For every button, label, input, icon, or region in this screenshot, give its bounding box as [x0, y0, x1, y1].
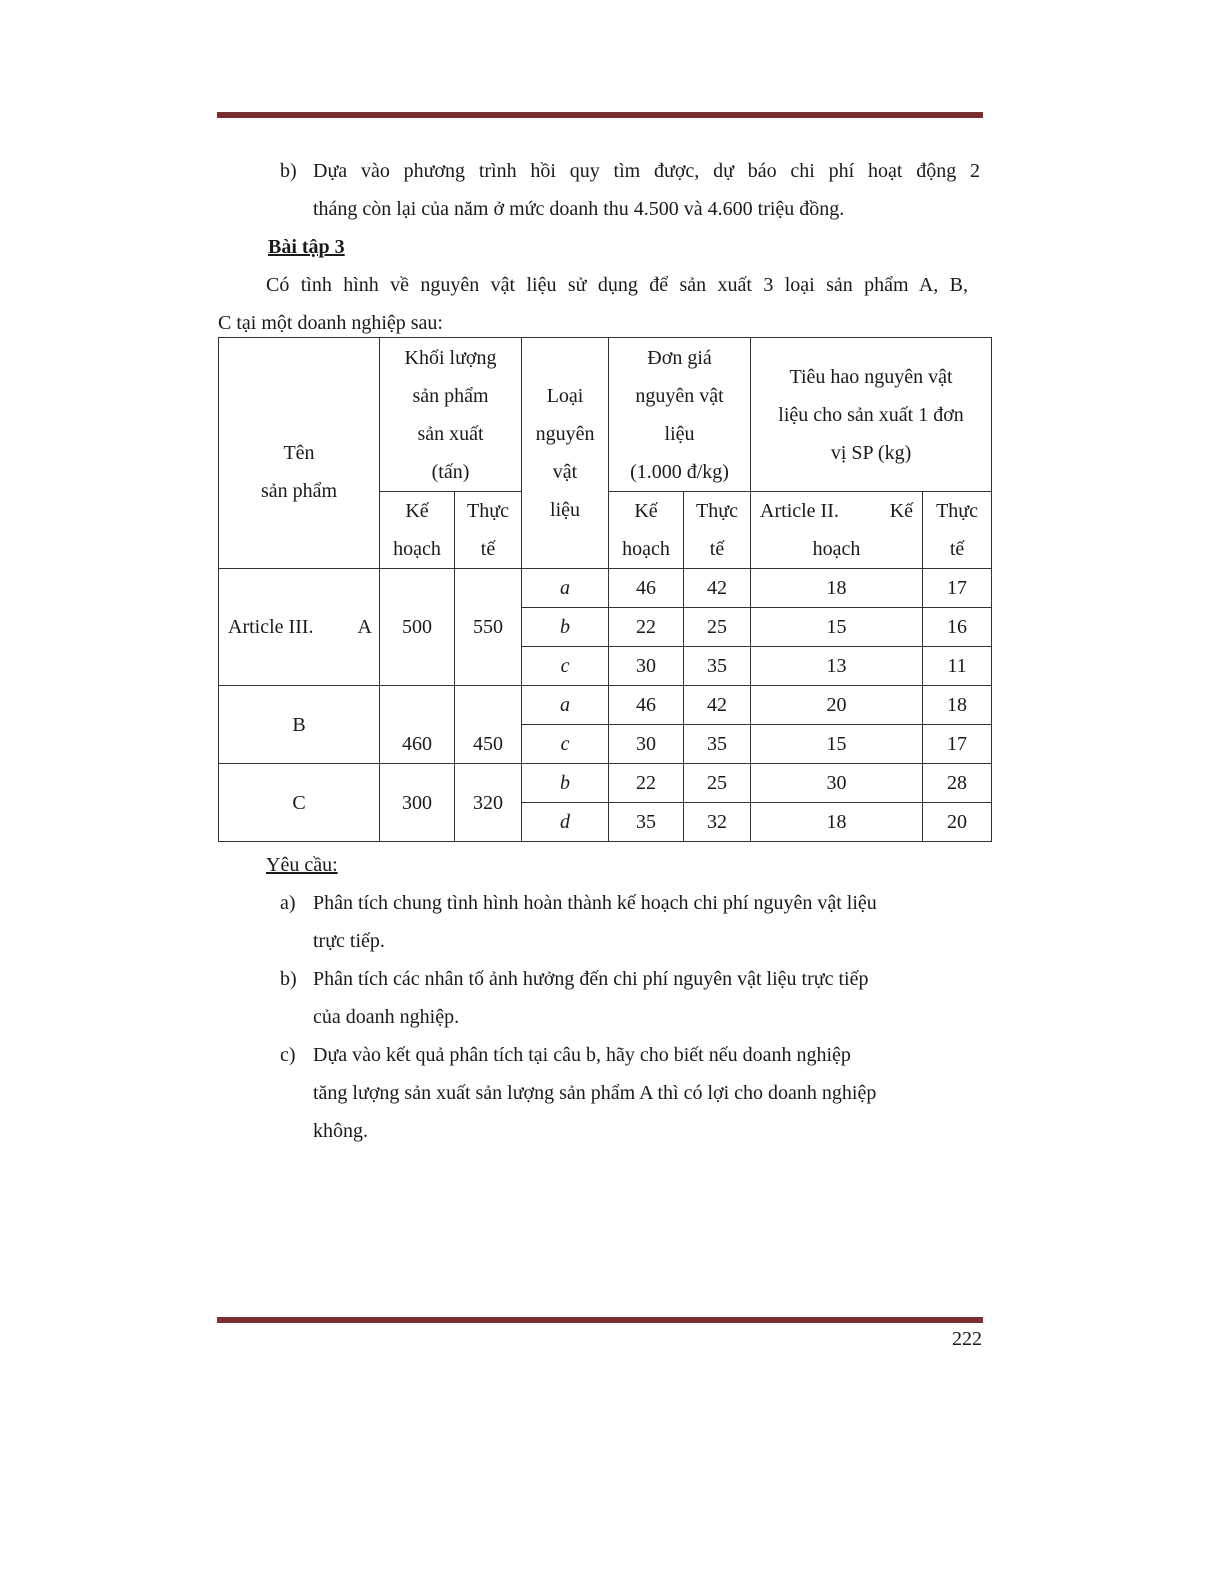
question-b-previous	[280, 152, 980, 228]
volume-actual: 320	[455, 764, 522, 842]
header-price-plan: Kế hoạch	[609, 492, 684, 569]
table-row	[219, 569, 992, 608]
price-plan: 22	[609, 764, 684, 803]
header-price: Đơn giá nguyên vật liệu (1.000 đ/kg)	[609, 338, 751, 492]
price-actual: 35	[684, 725, 751, 764]
price-actual: 42	[684, 569, 751, 608]
volume-actual: 550	[455, 569, 522, 686]
usage-actual: 11	[923, 647, 992, 686]
item-label: b)	[280, 968, 297, 990]
usage-actual: 16	[923, 608, 992, 647]
price-actual: 35	[684, 647, 751, 686]
item-line: Dựa vào phương trình hồi quy tìm được, dự báo chi phí hoạt động 2	[313, 160, 980, 182]
item-line: tăng lượng sản xuất sản lượng sản phẩm A thì có lợi cho doanh nghiệp	[313, 1082, 877, 1104]
product-name: Article III. A	[219, 569, 380, 686]
exercise-title: Bài tập 3	[268, 236, 345, 258]
header-usage-actual: Thực tế	[923, 492, 992, 569]
material-type: a	[522, 686, 609, 725]
header-price-actual: Thực tế	[684, 492, 751, 569]
usage-actual: 28	[923, 764, 992, 803]
usage-actual: 17	[923, 569, 992, 608]
materials-table	[218, 337, 992, 842]
product-name: C	[219, 764, 380, 842]
material-type: b	[522, 608, 609, 647]
usage-plan: 30	[751, 764, 923, 803]
price-plan: 30	[609, 725, 684, 764]
usage-plan: 18	[751, 569, 923, 608]
item-label: a)	[280, 892, 296, 914]
item-line: trực tiếp.	[313, 930, 385, 952]
header-material: Loại nguyên vật liệu	[522, 338, 609, 569]
price-actual: 25	[684, 608, 751, 647]
requirement-c	[280, 1036, 980, 1150]
intro-line-2: C tại một doanh nghiệp sau:	[218, 312, 443, 334]
price-actual: 32	[684, 803, 751, 842]
material-type: a	[522, 569, 609, 608]
item-line: Phân tích chung tình hình hoàn thành kế hoạch chi phí nguyên vật liệu	[313, 892, 877, 914]
footer-rule	[217, 1317, 983, 1323]
requirement-a	[280, 884, 980, 960]
price-plan: 22	[609, 608, 684, 647]
table-row	[219, 686, 992, 725]
item-line: Dựa vào kết quả phân tích tại câu b, hãy cho biết nếu doanh nghiệp	[313, 1044, 851, 1066]
usage-plan: 15	[751, 608, 923, 647]
header-rule	[217, 112, 983, 118]
usage-plan: 18	[751, 803, 923, 842]
usage-actual: 20	[923, 803, 992, 842]
item-line: Phân tích các nhân tố ảnh hưởng đến chi phí nguyên vật liệu trực tiếp	[313, 968, 869, 990]
requirement-b	[280, 960, 980, 1036]
price-actual: 25	[684, 764, 751, 803]
item-label: b)	[280, 160, 297, 182]
item-line: của doanh nghiệp.	[313, 1006, 460, 1028]
header-volume-actual: Thực tế	[455, 492, 522, 569]
price-actual: 42	[684, 686, 751, 725]
header-usage-plan: Article II. Kế hoạch	[751, 492, 923, 569]
material-type: d	[522, 803, 609, 842]
header-usage: Tiêu hao nguyên vật liệu cho sản xuất 1 đơn vị SP (kg)	[751, 338, 992, 492]
header-volume-plan: Kế hoạch	[380, 492, 455, 569]
material-type: b	[522, 764, 609, 803]
volume-plan: 500	[380, 569, 455, 686]
usage-plan: 15	[751, 725, 923, 764]
page-number: 222	[952, 1328, 982, 1350]
intro-line-1: Có tình hình về nguyên vật liệu sử dụng để sản xuất 3 loại sản phẩm A, B,	[266, 274, 968, 296]
price-plan: 35	[609, 803, 684, 842]
volume-actual: 450	[455, 686, 522, 764]
price-plan: 46	[609, 569, 684, 608]
usage-plan: 20	[751, 686, 923, 725]
volume-plan: 300	[380, 764, 455, 842]
price-plan: 30	[609, 647, 684, 686]
requirements-title: Yêu cầu:	[266, 854, 338, 876]
item-line: tháng còn lại của năm ở mức doanh thu 4.500 và 4.600 triệu đồng.	[313, 198, 845, 220]
volume-plan: 460	[380, 686, 455, 764]
material-type: c	[522, 725, 609, 764]
header-volume: Khối lượng sản phẩm sản xuất (tấn)	[380, 338, 522, 492]
usage-actual: 17	[923, 725, 992, 764]
header-product: Tên sản phẩm	[219, 338, 380, 569]
product-name: B	[219, 686, 380, 764]
item-label: c)	[280, 1044, 296, 1066]
price-plan: 46	[609, 686, 684, 725]
item-line: không.	[313, 1120, 368, 1142]
material-type: c	[522, 647, 609, 686]
usage-plan: 13	[751, 647, 923, 686]
table-row	[219, 764, 992, 803]
usage-actual: 18	[923, 686, 992, 725]
